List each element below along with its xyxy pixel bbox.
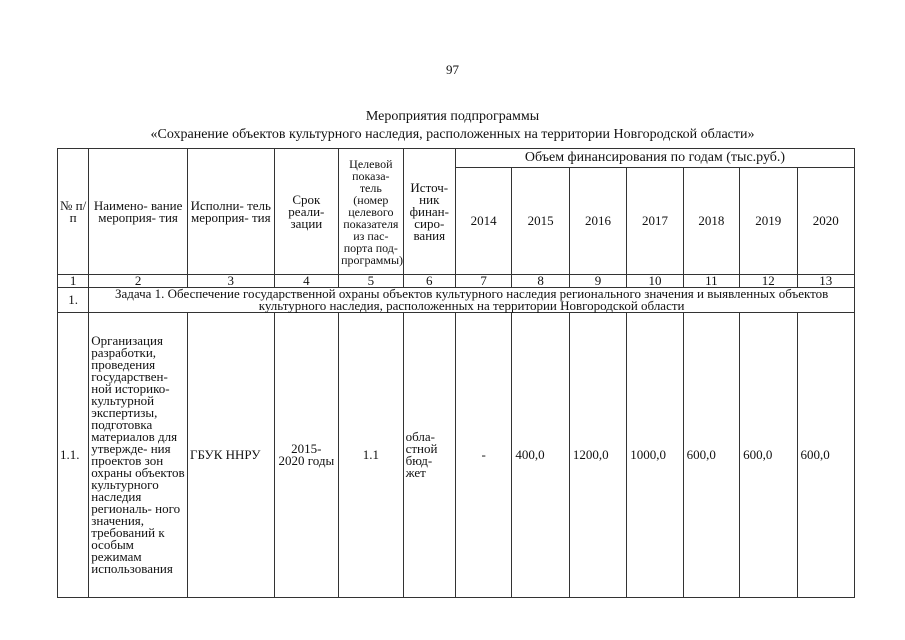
header-num: № п/п <box>58 149 89 275</box>
header-year: 2014 <box>455 168 511 275</box>
header-source: Источ- ник финан- сиро- вания <box>403 149 455 275</box>
row-value-2014: - <box>455 313 511 598</box>
task-number: 1. <box>58 288 89 313</box>
header-row-1 <box>58 149 855 168</box>
column-number: 11 <box>683 275 739 288</box>
row-activity-name: Организация разработки, проведения государствен- ной историко- культурной экспертизы, подготовка материалов для утвержде- ния проектов зон охраны объектов культурного наследия региональ- ного значения, требований к особым режимам использования <box>89 313 188 598</box>
row-value-2017: 1000,0 <box>627 313 683 598</box>
header-term: Срок реали- зации <box>274 149 338 275</box>
row-executor: ГБУК ННРУ <box>187 313 274 598</box>
column-number: 3 <box>187 275 274 288</box>
page-number: 97 <box>446 62 459 77</box>
header-executor: Исполни- тель мероприя- тия <box>187 149 274 275</box>
row-value-2016: 1200,0 <box>569 313 626 598</box>
task-row <box>58 288 855 313</box>
row-value-2020: 600,0 <box>797 313 855 598</box>
activities-table <box>57 148 855 598</box>
document-title <box>0 108 905 144</box>
column-number: 13 <box>797 275 855 288</box>
row-source: обла- стной бюд- жет <box>403 313 455 598</box>
header-funding: Объем финансирования по годам (тыс.руб.) <box>455 149 854 168</box>
row-value-2019: 600,0 <box>740 313 797 598</box>
column-number: 1 <box>58 275 89 288</box>
header-year: 2016 <box>569 168 626 275</box>
header-indicator: Целевой показа- тель (номер целевого показателя из пас- порта под- программы) <box>339 149 403 275</box>
header-name: Наимено- вание мероприя- тия <box>89 149 188 275</box>
row-value-2015: 400,0 <box>512 313 569 598</box>
row-number: 1.1. <box>58 313 89 598</box>
column-number: 8 <box>512 275 569 288</box>
row-indicator: 1.1 <box>339 313 403 598</box>
header-year: 2018 <box>683 168 739 275</box>
header-year: 2017 <box>627 168 683 275</box>
task-text: Задача 1. Обеспечение государственной охраны объектов культурного наследия регионального значения и выявленных объектов культурного наследия, расположенных на территории Новгородской области <box>89 288 855 313</box>
title-line-2: «Сохранение объектов культурного наследия, расположенных на территории Новгородской области» <box>150 127 755 142</box>
column-number: 10 <box>627 275 683 288</box>
row-term: 2015- 2020 годы <box>274 313 338 598</box>
row-value-2018: 600,0 <box>683 313 739 598</box>
column-number: 7 <box>455 275 511 288</box>
column-number: 5 <box>339 275 403 288</box>
header-year: 2020 <box>797 168 855 275</box>
header-year: 2015 <box>512 168 569 275</box>
column-number: 2 <box>89 275 188 288</box>
column-number: 9 <box>569 275 626 288</box>
title-line-1: Мероприятия подпрограммы <box>365 109 540 124</box>
column-number: 12 <box>740 275 797 288</box>
column-number: 6 <box>403 275 455 288</box>
header-year: 2019 <box>740 168 797 275</box>
column-number: 4 <box>274 275 338 288</box>
table-row <box>58 313 855 598</box>
